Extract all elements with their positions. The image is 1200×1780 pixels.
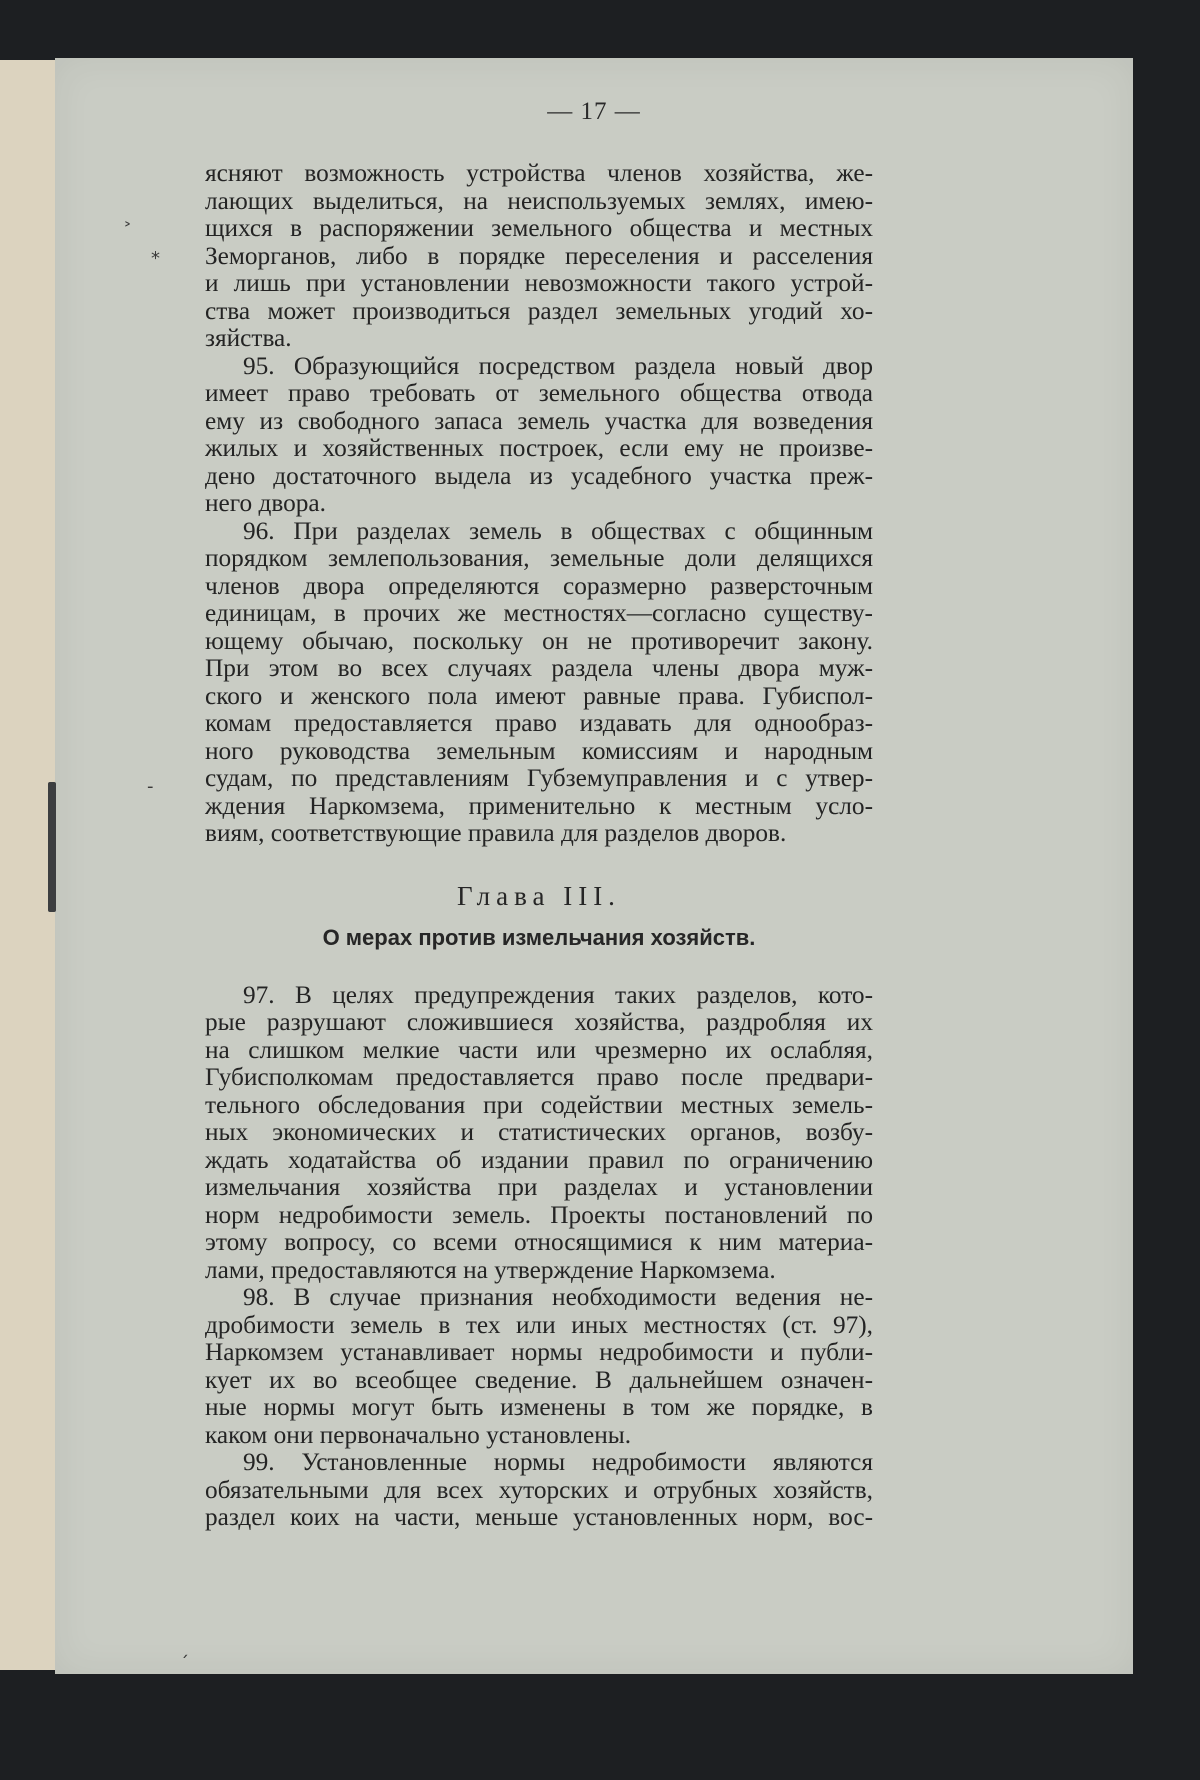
text-line: кует их во всеобщее сведение. В дальнейшем означен- [205,1365,873,1394]
text-line: комам предоставляется право издавать для однообраз- [205,709,873,737]
text-line: дено достаточного выдела из усадебного участка преж- [205,461,873,490]
article-96-line: 96. При разделах земель в обществах с общинным [243,516,873,545]
text-line: ющему обычаю, поскольку он не противоречит закону. [205,626,873,655]
text-line: судам, по представлениям Губземуправления и с утвер- [205,764,873,792]
article-98-line: 98. В случае признания необходимости ведения не- [243,1283,873,1311]
text-line: щихся в распоряжении земельного общества и местных [205,214,873,242]
article-97-line: 97. В целях предупреждения таких разделов, кото- [243,980,873,1009]
text-line: тельного обследования при содействии местных земель- [205,1090,873,1119]
spacer [205,956,873,982]
text-line: Земорганов, либо в порядке переселения и расселения [205,241,873,270]
text-line: лами, предоставляются на утверждение Наркомзема. [205,1255,776,1284]
text-line: норм недробимости земель. Проекты постановлений по [205,1200,873,1229]
binding-clip [48,782,56,912]
text-line: ему из свободного запаса земель участка для возведения [205,406,873,435]
text-line: ства может производиться раздел земельных угодий хо- [205,296,873,325]
paper-speck: * [151,248,160,269]
text-line: ного руководства земельным комиссиям и народным [205,736,873,765]
page-number: — 17 — [547,98,641,125]
chapter-heading: Глава III. [457,880,621,911]
text-line: на слишком мелкие части или чрезмерно их ослабляя, [205,1035,873,1064]
text-line: Губисполкомам предоставляется право после предвари- [205,1063,873,1091]
article-99-line: 99. Установленные нормы недробимости являются [243,1448,873,1476]
text-line: порядком землепользования, земельные доли делящихся [205,544,873,572]
paper-speck: - [147,776,154,797]
article-95-line: 95. Образующийся посредством раздела новый двор [243,351,873,380]
text-line: виям, соответствующие правила для разделов дворов. [205,819,787,847]
text-line: лающих выделиться, на неиспользуемых землях, имею- [205,186,873,215]
text-line: При этом во всех случаях раздела члены двора муж- [205,654,873,682]
text-line: и лишь при установлении невозможности такого устрой- [205,269,873,297]
text-line: дробимости земель в тех или иных местностях (ст. 97), [205,1310,873,1339]
text-line: имеет право требовать от земельного общества отвода [205,379,873,407]
chapter-title: О мерах против измельчания хозяйств. [322,924,756,950]
text-line: ных экономических и статистических органов, возбу- [205,1118,873,1146]
text-line: членов двора определяются соразмерно разверсточным [205,571,873,600]
text-line: ского и женского пола имеют равные права. Губиспол- [205,681,873,710]
text-line: раздел коих на части, меньше установленных норм, вос- [205,1503,873,1531]
text-line: этому вопросу, со всеми относящимися к ним материа- [205,1228,873,1256]
text-line: каком они первоначально установлены. [205,1420,632,1449]
text-line: измельчания хозяйства при разделах и установлении [205,1173,873,1201]
body-text [205,160,873,1532]
text-line: Наркомзем устанавливает нормы недробимости и публи- [205,1338,873,1366]
text-line: ждать ходатайства об издании правил по ограничению [205,1145,873,1174]
text-line: ясняют возможность устройства членов хозяйства, же- [205,159,873,187]
paper-speck: ˏ [180,1638,189,1659]
text-line: него двора. [205,489,326,517]
text-line: жилых и хозяйственных построек, если ему не произве- [205,434,873,462]
text-line: ные нормы могут быть изменены в том же порядке, в [205,1393,873,1421]
text-line: рые разрушают сложившиеся хозяйства, раздробляя их [205,1008,873,1036]
text-line: ждения Наркомзема, применительно к местным усло- [205,791,873,820]
text-line: единицам, в прочих же местностях—согласно существу- [205,599,873,627]
paper-speck: ˃ [123,220,132,241]
document-page [55,58,1133,1674]
text-line: зяйства. [205,324,292,352]
text-line: обязательными для всех хуторских и отрубных хозяйств, [205,1475,873,1504]
